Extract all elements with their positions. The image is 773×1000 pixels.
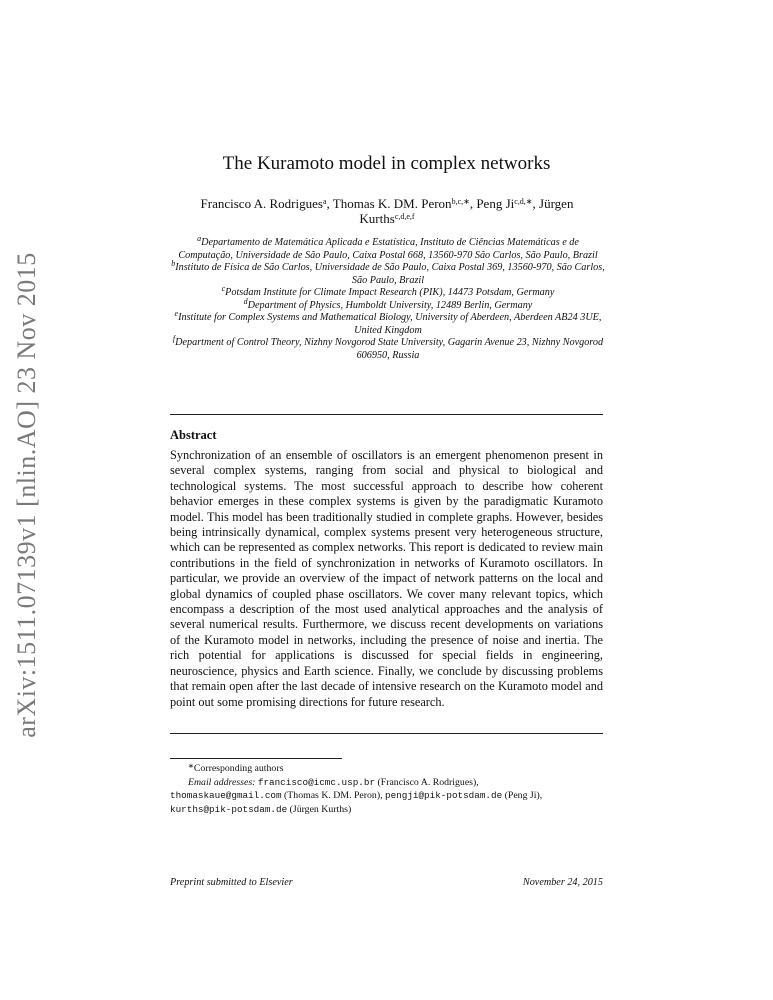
corresponding-text: Corresponding authors — [193, 763, 284, 774]
author-separator: , — [532, 196, 540, 211]
affiliation-label: d — [243, 296, 248, 306]
affiliation-item — [171, 309, 605, 337]
footer-date: November 24, 2015 — [522, 877, 603, 888]
author-separator: , — [469, 196, 477, 211]
email-label: Email addresses: — [188, 776, 256, 788]
abstract-bottom-rule — [170, 733, 603, 734]
author-affiliation-marks: c,d,∗ — [514, 197, 533, 206]
affiliation-text: Potsdam Institute for Climate Impact Research (PIK), 14473 Potsdam, Germany — [225, 287, 555, 298]
author-affiliation-marks: b,c,∗ — [451, 197, 470, 206]
arxiv-identifier-stamp — [4, 250, 50, 740]
affiliation-item — [171, 296, 605, 313]
author-affiliation-marks: a — [322, 197, 327, 206]
affiliation-text: Department of Control Theory, Nizhny Novgorod State University, Gagarin Avenue 23, Nizhny Novgorod 606950, Russia — [175, 337, 604, 361]
affiliation-text: Department of Physics, Humboldt University, 12489 Berlin, Germany — [247, 299, 533, 311]
email-line — [170, 803, 603, 817]
author-name: Peng Ji — [476, 196, 515, 211]
affiliation-list — [171, 234, 605, 362]
email-address[interactable]: thomaskaue@gmail.com — [170, 790, 282, 802]
email-owner: (Peng Ji), — [504, 790, 543, 802]
affiliation-label: f — [172, 334, 176, 343]
author-name: Thomas K. DM. Peron — [332, 196, 452, 211]
corresponding-note — [170, 762, 603, 776]
author-list — [172, 196, 602, 226]
email-address[interactable]: pengji@pik-potsdam.de — [385, 790, 503, 802]
abstract-text: Synchronization of an ensemble of oscillators is an emergent phenomenon present in several complex systems, ranging from social and physical to biological and technological systems. The most successful approach to describe how coherent behavior emerges in these complex systems is given by the paradigmatic Kuramoto model. This model has been traditionally studied in complete graphs. However, besides being intrinsically dynamical, complex systems present very heterogeneous structure, which can be represented as complex networks. This report is dedicated to review main contributions in the field of synchronization in networks of Kuramoto oscillators. In particular, we provide an overview of the impact of network patterns on the local and global dynamics of coupled phase oscillators. We cover many relevant topics, which encompass a description of the most used analytical approaches and the analysis of several numerical results. Furthermore, we discuss recent developments on variations of the Kuramoto model in networks, including the presence of noise and inertia. The rich potential for applications is discussed for special fields in engineering, neuroscience, physics and Earth science. Finally, we conclude by discussing problems that remain open after the last decade of intensive research on the Kuramoto model and point out some promising directions for future research. — [170, 448, 603, 709]
author-name: Francisco A. Rodrigues — [200, 196, 323, 211]
affiliation-label: b — [171, 259, 176, 268]
abstract-top-rule — [170, 414, 603, 415]
author-name: Jürgen Kurths — [359, 196, 574, 226]
page-footer — [170, 877, 603, 888]
affiliation-item — [171, 284, 605, 300]
affiliation-item — [171, 259, 605, 287]
paper-title: The Kuramoto model in complex networks — [222, 153, 551, 174]
author-separator: , — [326, 196, 333, 211]
corresponding-mark: ∗ — [188, 762, 194, 770]
footer-preprint-note: Preprint submitted to Elsevier — [170, 877, 293, 888]
email-line — [170, 776, 603, 790]
email-owner: (Jürgen Kurths) — [289, 803, 352, 815]
affiliation-label: a — [197, 234, 202, 243]
affiliation-item — [171, 334, 605, 362]
email-line — [170, 789, 603, 803]
email-address[interactable]: kurths@pik-potsdam.de — [170, 803, 288, 815]
email-address[interactable]: francisco@icmc.usp.br — [257, 776, 376, 788]
corresponding-author-footnote — [170, 762, 603, 816]
abstract-heading: Abstract — [170, 428, 217, 442]
affiliation-label: c — [221, 284, 226, 293]
arxiv-identifier-text: arXiv:1511.07139v1 [nlin.AO] 23 Nov 2015 — [12, 252, 41, 738]
footnote-rule — [170, 758, 342, 759]
affiliation-item — [171, 234, 605, 262]
email-owner: (Francisco A. Rodrigues), — [377, 776, 479, 788]
affiliation-text: Departamento de Matemática Aplicada e Estatística, Instituto de Ciências Matemáticas e de Computação, Universidade de São Paulo, Caixa Postal 668, 13560-970 São Carlos, São Paulo, Brazil — [178, 237, 598, 261]
affiliation-text: Instituto de Física de São Carlos, Universidade de São Paulo, Caixa Postal 369, 13560-970, São Carlos, São Paulo, Brazil — [175, 262, 605, 286]
affiliation-text: Institute for Complex Systems and Mathematical Biology, University of Aberdeen, Aberdeen AB24 3UE, United Kingdom — [178, 312, 602, 336]
affiliation-label: e — [174, 309, 179, 318]
author-affiliation-marks: c,d,e,f — [394, 212, 415, 221]
email-owner: (Thomas K. DM. Peron), — [284, 790, 383, 802]
